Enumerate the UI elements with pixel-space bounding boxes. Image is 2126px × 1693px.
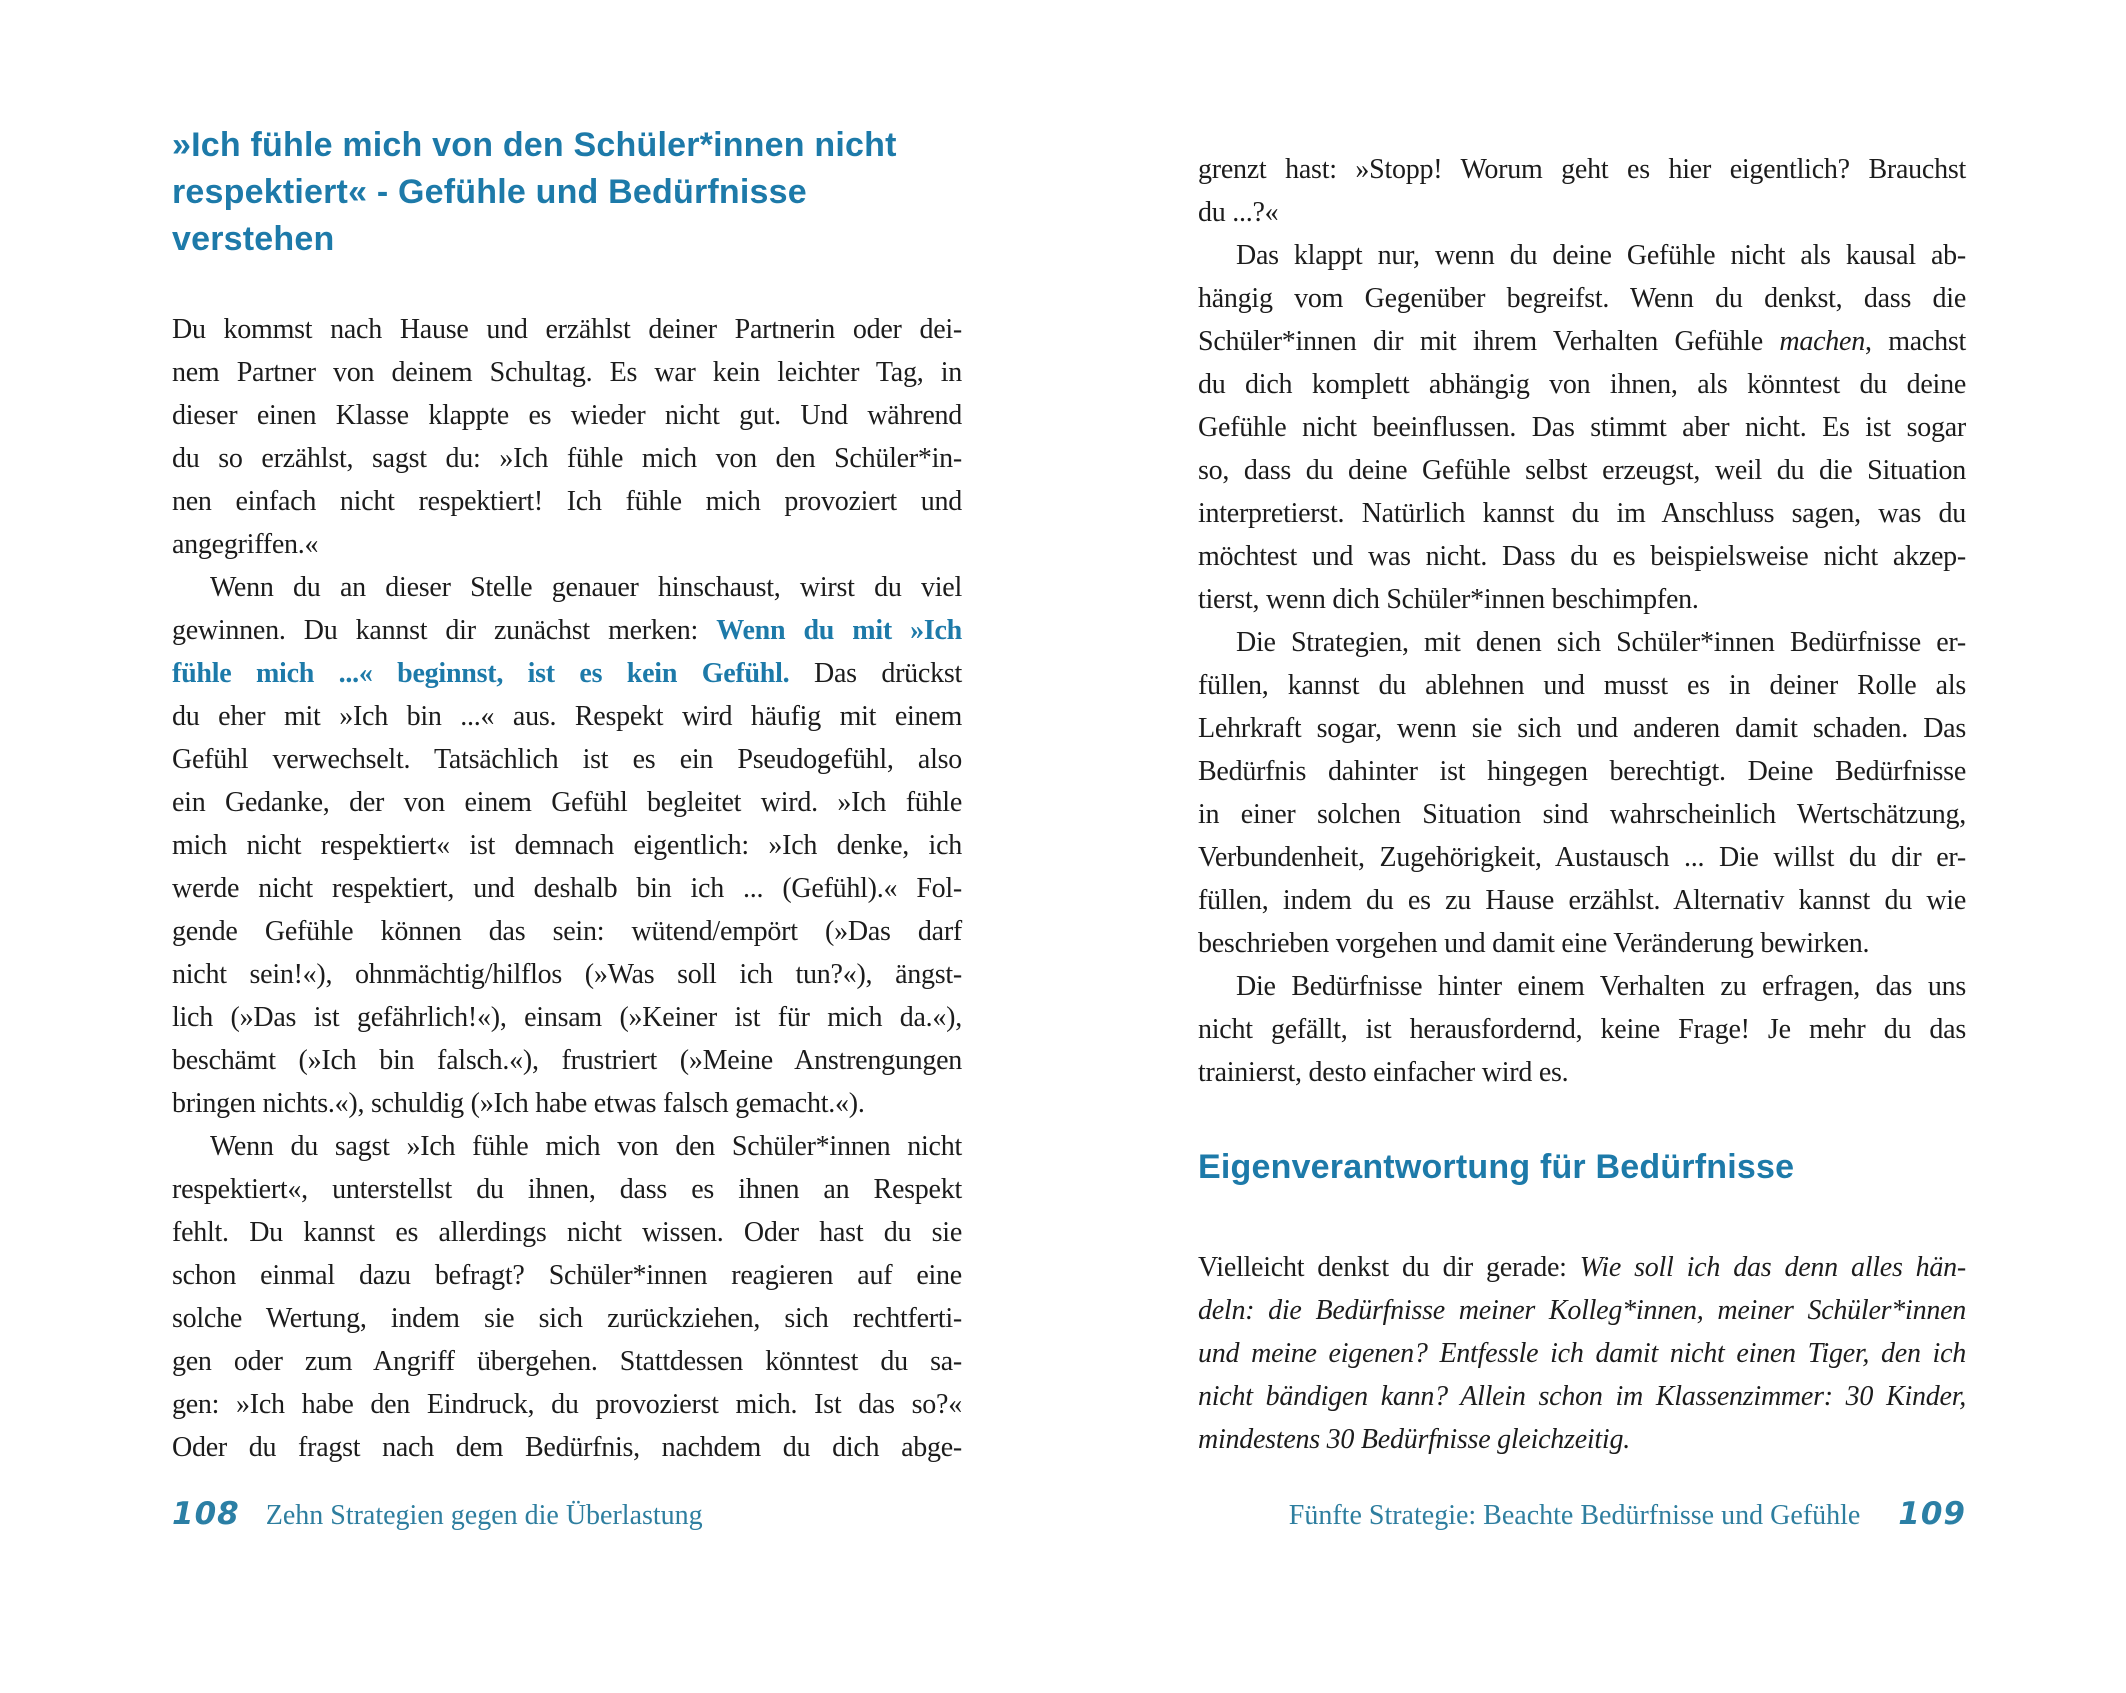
- text-segment: gende Gefühle können das sein: wütend/empört (»Das darf: [172, 916, 962, 947]
- running-footer-label: Zehn Strategien gegen die Überlastung: [265, 1500, 703, 1531]
- text-line: [1198, 879, 1966, 922]
- text-line: [1198, 793, 1966, 836]
- page-number: 109: [1898, 1496, 1966, 1532]
- text-segment: Verbundenheit, Zugehörigkeit, Austausch ... Die willst du dir er-: [1198, 842, 1966, 873]
- text-segment: Lehrkraft sogar, wenn sie sich und anderen damit schaden. Das: [1198, 713, 1966, 744]
- text-line: [172, 1211, 962, 1254]
- text-segment: du eher mit »Ich bin ...« aus. Respekt wird häufig mit einem: [172, 701, 962, 732]
- text-segment: Bedürfnis dahinter ist hingegen berechtigt. Deine Bedürfnisse: [1198, 756, 1966, 787]
- text-line: [1198, 234, 1966, 277]
- paragraph: [1198, 148, 1966, 234]
- text-line: [1198, 1375, 1966, 1418]
- text-segment: nicht sein!«), ohnmächtig/hilflos (»Was soll ich tun?«), ängst-: [172, 959, 962, 990]
- text-segment: füllen, kannst du ablehnen und musst es in deiner Rolle als: [1198, 670, 1966, 701]
- text-line: [172, 781, 962, 824]
- text-segment: respektiert«, unterstellst du ihnen, dass es ihnen an Respekt: [172, 1174, 962, 1205]
- text-line: [172, 394, 962, 437]
- text-line: [1198, 578, 1966, 621]
- text-segment: interpretierst. Natürlich kannst du im Anschluss sagen, was du: [1198, 498, 1966, 529]
- text-segment: dieser einen Klasse klappte es wieder nicht gut. Und während: [172, 400, 962, 431]
- text-segment: angegriffen.«: [172, 529, 319, 560]
- paragraph: [1198, 965, 1966, 1094]
- left-body-text: [172, 308, 962, 1469]
- text-segment: Das drückst: [789, 658, 962, 689]
- text-line: [172, 1082, 962, 1125]
- text-line: [172, 523, 962, 566]
- text-line: [172, 953, 962, 996]
- text-line: [1198, 1051, 1966, 1094]
- text-line: [172, 1254, 962, 1297]
- text-segment: Wenn du an dieser Stelle genauer hinschaust, wirst du viel: [210, 572, 962, 603]
- text-segment: ein Gedanke, der von einem Gefühl begleitet wird. »Ich fühle: [172, 787, 962, 818]
- text-line: [172, 480, 962, 523]
- text-line: [172, 695, 962, 738]
- text-segment: Die Bedürfnisse hinter einem Verhalten zu erfragen, das uns: [1236, 971, 1966, 1002]
- text-line: [1198, 191, 1966, 234]
- text-line: [172, 1168, 962, 1211]
- text-line: [172, 1039, 962, 1082]
- text-line: [172, 738, 962, 781]
- text-line: [172, 996, 962, 1039]
- text-line: [1198, 965, 1966, 1008]
- text-line: [1198, 750, 1966, 793]
- text-line: [172, 308, 962, 351]
- text-line: [172, 824, 962, 867]
- text-segment: du dich komplett abhängig von ihnen, als könntest du deine: [1198, 369, 1966, 400]
- text-segment: Die Strategien, mit denen sich Schüler*innen Bedürfnisse er-: [1236, 627, 1966, 658]
- text-segment: , machst: [1864, 326, 1967, 357]
- text-segment: beschrieben vorgehen und damit eine Veränderung bewirken.: [1198, 928, 1870, 959]
- chapter-heading-line: respektiert« - Gefühle und Bedürfnisse: [172, 173, 807, 211]
- text-line: [172, 1426, 962, 1469]
- text-segment: nem Partner von deinem Schultag. Es war kein leichter Tag, in: [172, 357, 962, 388]
- text-line: [172, 1383, 962, 1426]
- text-segment: füllen, indem du es zu Hause erzählst. Alternativ kannst du wie: [1198, 885, 1966, 916]
- text-line: [172, 910, 962, 953]
- text-segment: Gefühl verwechselt. Tatsächlich ist es ein Pseudogefühl, also: [172, 744, 962, 775]
- text-line: [172, 867, 962, 910]
- text-line: [1198, 363, 1966, 406]
- text-line: [1198, 1332, 1966, 1375]
- text-segment: Wenn du sagst »Ich fühle mich von den Schüler*innen nicht: [210, 1131, 962, 1162]
- text-line: [1198, 535, 1966, 578]
- text-line: [1198, 1289, 1966, 1332]
- text-segment: fehlt. Du kannst es allerdings nicht wissen. Oder hast du sie: [172, 1217, 962, 1248]
- text-segment: Schüler*innen dir mit ihrem Verhalten Gefühle: [1198, 326, 1780, 357]
- paragraph: [172, 566, 962, 1125]
- text-line: [172, 1297, 962, 1340]
- text-line: [172, 609, 962, 652]
- text-segment: gen: »Ich habe den Eindruck, du provozierst mich. Ist das so?«: [172, 1389, 962, 1420]
- text-segment: Vielleicht denkst du dir gerade:: [1198, 1252, 1580, 1283]
- paragraph: [1198, 1246, 1966, 1461]
- right-body-text-top: [1198, 148, 1966, 1094]
- paragraph: [172, 1125, 962, 1469]
- text-line: [1198, 492, 1966, 535]
- text-line: [172, 652, 962, 695]
- text-segment: lich (»Das ist gefährlich!«), einsam (»Keiner ist für mich da.«),: [172, 1002, 962, 1033]
- text-line: [1198, 406, 1966, 449]
- emphasized-text: und meine eigenen? Entfessle ich damit nicht einen Tiger, den ich: [1198, 1338, 1966, 1369]
- text-line: [1198, 449, 1966, 492]
- chapter-heading-line: »Ich fühle mich von den Schüler*innen nicht: [172, 126, 897, 164]
- text-line: [1198, 621, 1966, 664]
- text-line: [1198, 1418, 1966, 1461]
- running-footer-label: Fünfte Strategie: Beachte Bedürfnisse und Gefühle: [1288, 1500, 1861, 1531]
- text-line: [1198, 277, 1966, 320]
- text-line: [172, 566, 962, 609]
- paragraph: [1198, 234, 1966, 621]
- text-line: [1198, 1246, 1966, 1289]
- text-segment: Das klappt nur, wenn du deine Gefühle nicht als kausal ab-: [1236, 240, 1966, 271]
- text-segment: in einer solchen Situation sind wahrscheinlich Wertschätzung,: [1198, 799, 1966, 830]
- emphasized-text: Wie soll ich das denn alles hän-: [1579, 1252, 1967, 1283]
- text-segment: nen einfach nicht respektiert! Ich fühle mich provoziert und: [172, 486, 962, 517]
- text-segment: solche Wertung, indem sie sich zurückziehen, sich rechtferti-: [172, 1303, 962, 1334]
- text-segment: Oder du fragst nach dem Bedürfnis, nachdem du dich abge-: [172, 1432, 962, 1463]
- emphasized-text: fühle mich ...« beginnst, ist es kein Gefühl.: [172, 658, 790, 689]
- text-line: [172, 1125, 962, 1168]
- text-segment: so, dass du deine Gefühle selbst erzeugst, weil du die Situation: [1198, 455, 1966, 486]
- text-segment: trainierst, desto einfacher wird es.: [1198, 1057, 1569, 1088]
- text-segment: du ...?«: [1198, 197, 1279, 228]
- text-segment: werde nicht respektiert, und deshalb bin ich ... (Gefühl).« Fol-: [172, 873, 962, 904]
- chapter-heading: [172, 122, 972, 263]
- text-segment: möchtest und was nicht. Dass du es beispielsweise nicht akzep-: [1198, 541, 1966, 572]
- text-line: [172, 1340, 962, 1383]
- text-segment: schon einmal dazu befragt? Schüler*innen reagieren auf eine: [172, 1260, 962, 1291]
- text-line: [1198, 1008, 1966, 1051]
- left-page-footer: [172, 1496, 703, 1532]
- text-line: [1198, 922, 1966, 965]
- emphasized-text: machen: [1779, 326, 1865, 357]
- text-line: [1198, 836, 1966, 879]
- text-line: [172, 351, 962, 394]
- paragraph: [1198, 621, 1966, 965]
- emphasized-text: mindestens 30 Bedürfnisse gleichzeitig.: [1198, 1424, 1630, 1455]
- emphasized-text: Wenn du mit »Ich: [716, 615, 963, 646]
- text-line: [172, 437, 962, 480]
- text-line: [1198, 664, 1966, 707]
- chapter-heading-line: verstehen: [172, 220, 335, 258]
- text-segment: gewinnen. Du kannst dir zunächst merken:: [172, 615, 717, 646]
- page-number: 108: [172, 1496, 240, 1532]
- text-line: [1198, 320, 1966, 363]
- right-page-footer: [1198, 1496, 1966, 1532]
- text-segment: beschämt (»Ich bin falsch.«), frustriert (»Meine Anstrengungen: [172, 1045, 962, 1076]
- text-segment: du so erzählst, sagst du: »Ich fühle mich von den Schüler*in-: [172, 443, 962, 474]
- text-segment: hängig vom Gegenüber begreifst. Wenn du denkst, dass die: [1198, 283, 1966, 314]
- right-body-text-bottom: [1198, 1246, 1966, 1461]
- section-heading: Eigenverantwortung für Bedürfnisse: [1198, 1148, 1795, 1186]
- text-segment: mich nicht respektiert« ist demnach eigentlich: »Ich denke, ich: [172, 830, 962, 861]
- emphasized-text: nicht bändigen kann? Allein schon im Klassenzimmer: 30 Kinder,: [1198, 1381, 1966, 1412]
- text-segment: grenzt hast: »Stopp! Worum geht es hier eigentlich? Brauchst: [1198, 154, 1966, 185]
- emphasized-text: deln: die Bedürfnisse meiner Kolleg*innen, meiner Schüler*innen: [1198, 1295, 1966, 1326]
- text-segment: bringen nichts.«), schuldig (»Ich habe etwas falsch gemacht.«).: [172, 1088, 865, 1119]
- text-line: [1198, 707, 1966, 750]
- text-segment: tierst, wenn dich Schüler*innen beschimpfen.: [1198, 584, 1699, 615]
- text-segment: Gefühle nicht beeinflussen. Das stimmt aber nicht. Es ist sogar: [1198, 412, 1966, 443]
- text-segment: nicht gefällt, ist herausfordernd, keine Frage! Je mehr du das: [1198, 1014, 1966, 1045]
- paragraph: [172, 308, 962, 566]
- text-segment: Du kommst nach Hause und erzählst deiner Partnerin oder dei-: [172, 314, 962, 345]
- text-segment: gen oder zum Angriff übergehen. Stattdessen könntest du sa-: [172, 1346, 962, 1377]
- text-line: [1198, 148, 1966, 191]
